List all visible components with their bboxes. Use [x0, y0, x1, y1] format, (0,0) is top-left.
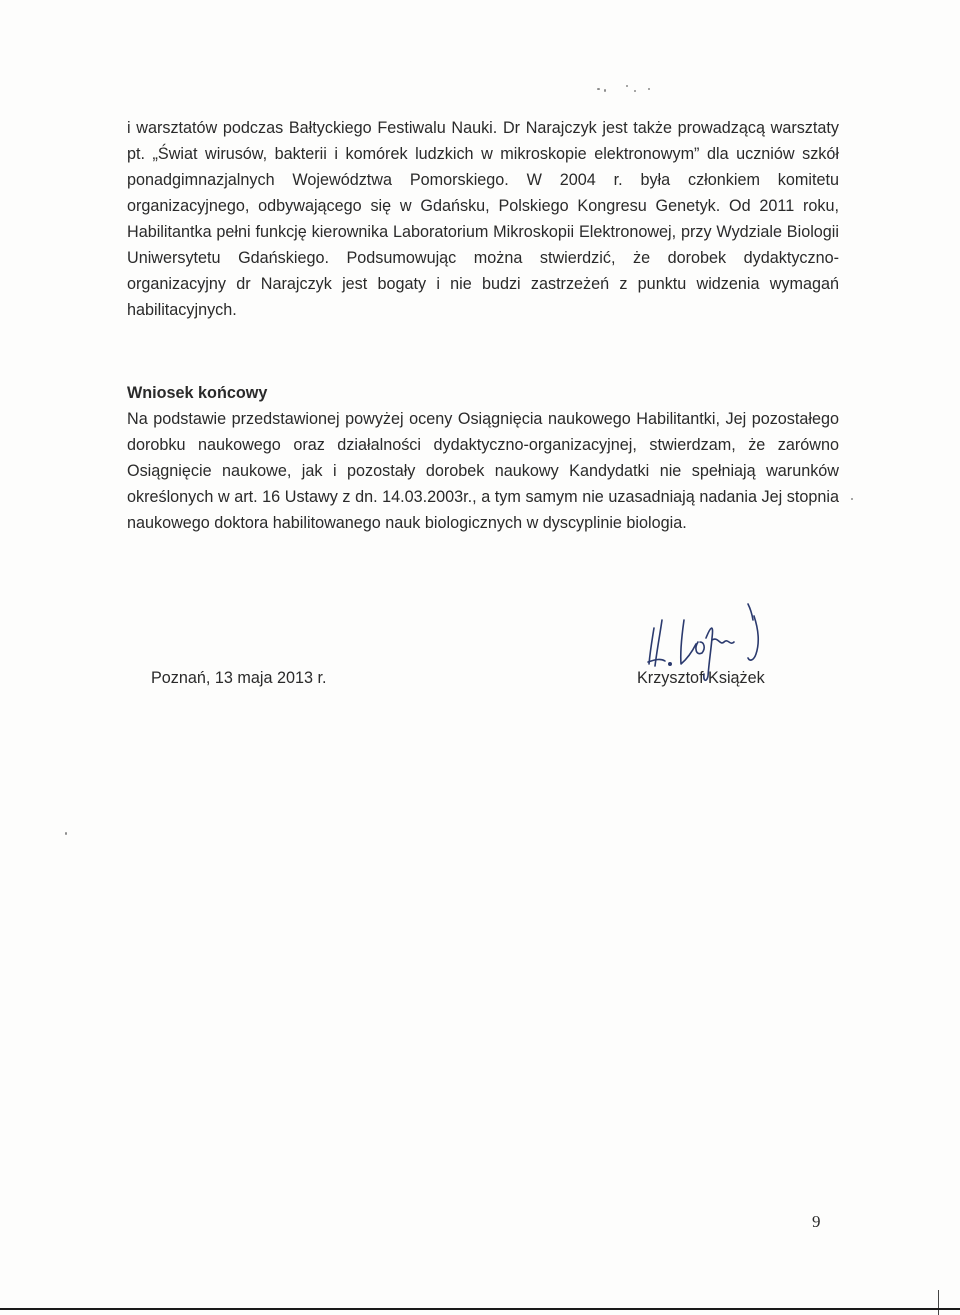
signatory-name: Krzysztof Książek	[637, 669, 765, 687]
scan-speck	[597, 88, 600, 90]
conclusion-paragraph: Na podstawie przedstawionej powyżej oceny Osiągnięcia naukowego Habilitantki, Jej pozostałego dorobku naukowego oraz działalności dydaktyczno-organizacyjnej, stwierdzam, że zarówno Osiągnięcie naukowe, jak i pozostały dorobek naukowy Kandydatki nie spełniają warunków określonych w art. 16 Ustawy z dn. 14.03.2003r., a tym samym nie uzasadniają nadania Jej stopnia naukowego doktora habilitowanego nauk biologicznych w dyscyplinie biologia.	[127, 410, 839, 532]
scan-speck	[648, 88, 650, 90]
scan-speck	[626, 85, 628, 87]
scan-edge	[938, 1290, 939, 1315]
scan-speck	[851, 498, 853, 500]
scan-bottom-edge	[0, 1308, 960, 1310]
conclusion-heading: Wniosek końcowy	[127, 384, 268, 402]
scan-speck	[65, 832, 67, 835]
scan-speck	[634, 90, 636, 92]
place-date: Poznań, 13 maja 2013 r.	[151, 669, 327, 687]
scan-speck	[604, 89, 606, 92]
intro-paragraph: i warsztatów podczas Bałtyckiego Festiwalu Nauki. Dr Narajczyk jest także prowadzącą warsztaty pt. „Świat wirusów, bakterii i komórek ludzkich w mikroskopie elektronowym” dla uczniów szkół ponadgimnazjalnych Województwa Pomorskiego. W 2004 r. była członkiem komitetu organizacyjnego, odbywającego się w Gdańsku, Polskiego Kongresu Genetyk. Od 2011 roku, Habilitantka pełni funkcję kierownika Laboratorium Mikroskopii Elektronowej, przy Wydziale Biologii Uniwersytetu Gdańskiego. Podsumowując można stwierdzić, że dorobek dydaktyczno-organizacyjny dr Narajczyk jest bogaty i nie budzi zastrzeżeń z punktu widzenia wymagań habilitacyjnych.	[127, 119, 839, 319]
page-number: 9	[812, 1212, 821, 1231]
